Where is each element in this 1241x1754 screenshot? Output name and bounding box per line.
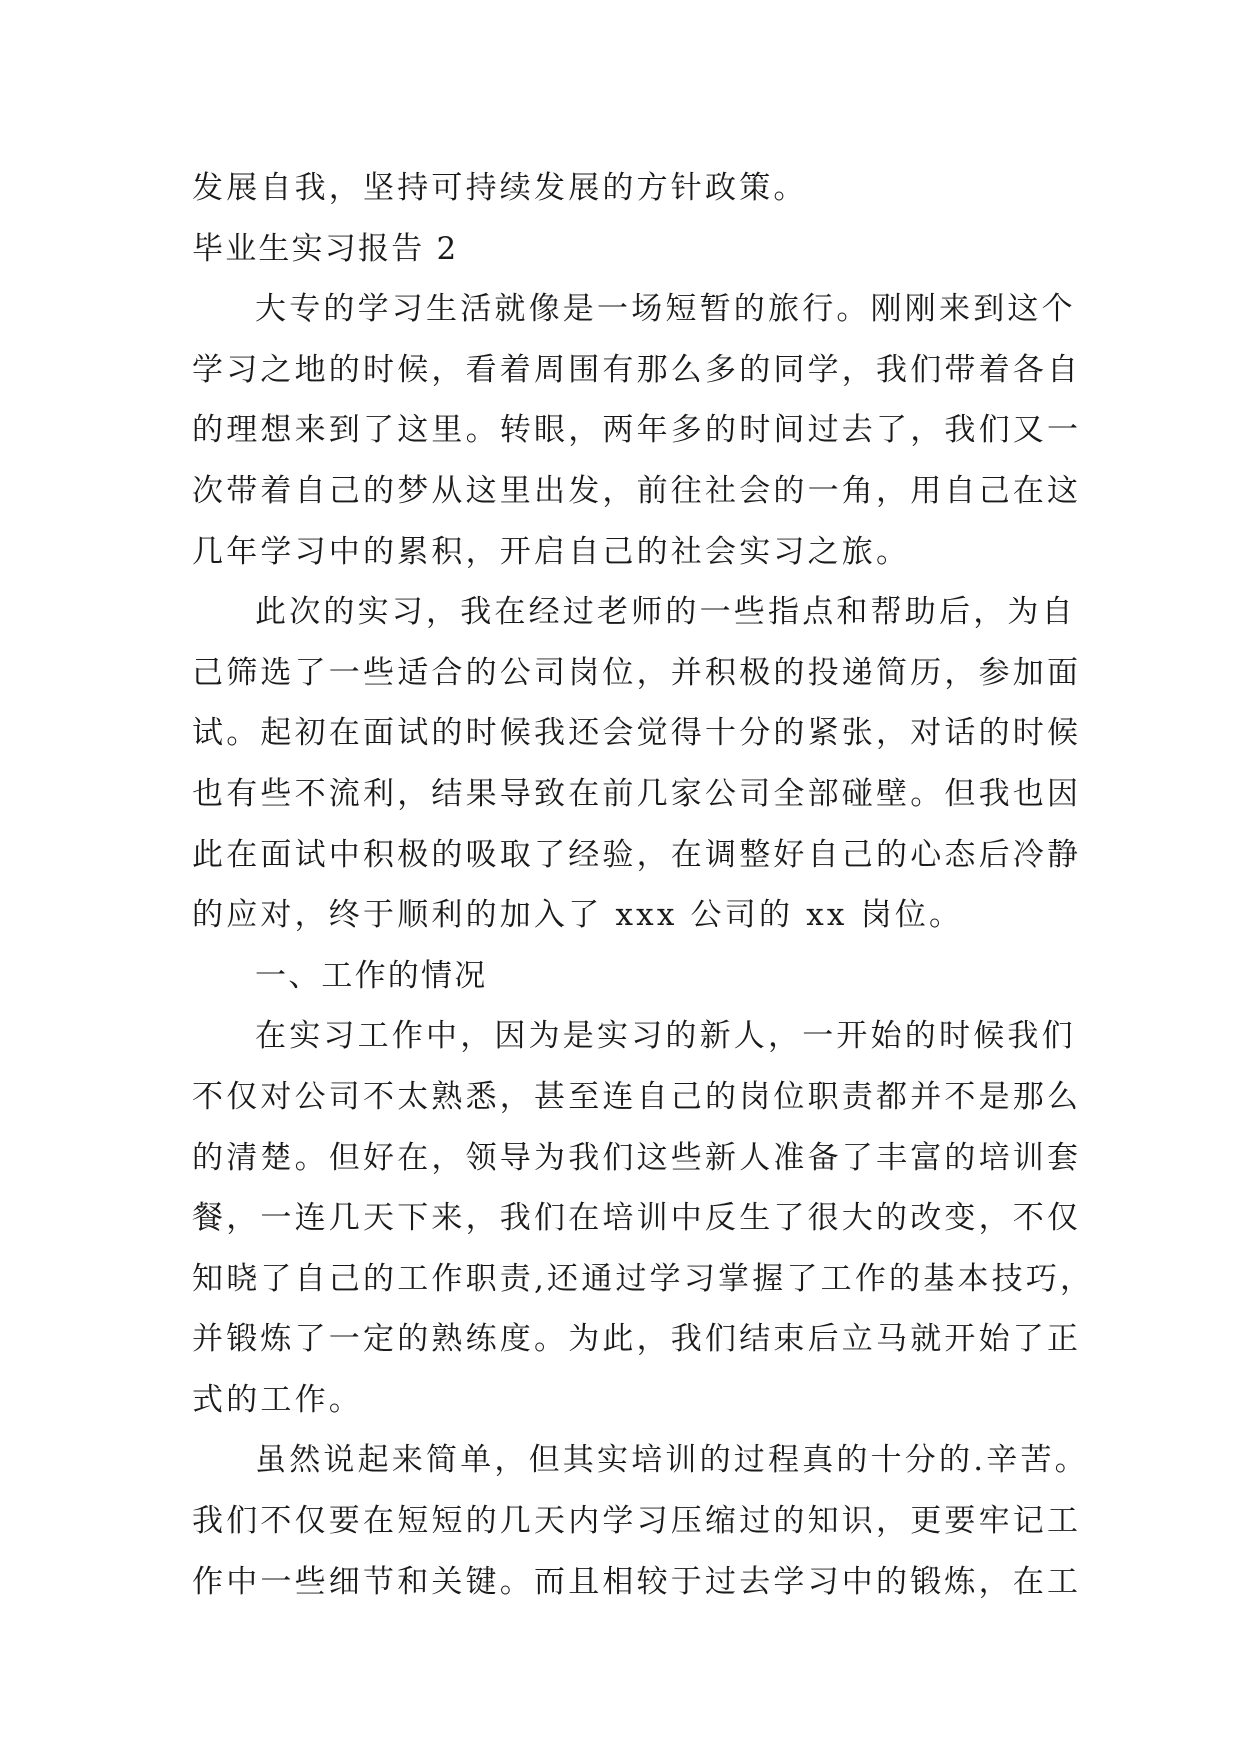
section-title: 毕业生实习报告 2 [192,230,459,267]
text-line: 的清楚。但好在，领导为我们这些新人准备了丰富的培训套 [192,1139,1082,1176]
text-line: 大专的学习生活就像是一场短暂的旅行。刚刚来到这个 [255,291,1076,328]
subsection-heading: 一、工作的情况 [255,957,488,994]
text-line: 餐，一连几天下来，我们在培训中反生了很大的改变，不仅 [192,1200,1082,1237]
text-line: 的理想来到了这里。转眼，两年多的时间过去了，我们又一 [192,412,1082,449]
text-line: 次带着自己的梦从这里出发，前往社会的一角，用自己在这 [192,472,1082,509]
text-line: 作中一些细节和关键。而且相较于过去学习中的锻炼，在工 [192,1563,1082,1600]
text-line: 的应对，终于顺利的加入了 xxx 公司的 xx 岗位。 [192,897,964,934]
text-line: 不仅对公司不太熟悉，甚至连自己的岗位职责都并不是那么 [192,1078,1082,1115]
text-line: 式的工作。 [192,1381,363,1418]
text-line: 在实习工作中，因为是实习的新人，一开始的时候我们 [255,1018,1076,1055]
text-line: 发展自我，坚持可持续发展的方针政策。 [192,170,808,206]
text-line: 知晓了自己的工作职责,还通过学习掌握了工作的基本技巧， [192,1260,1095,1297]
text-line: 并锻炼了一定的熟练度。为此，我们结束后立马就开始了正 [192,1321,1082,1358]
text-line: 几年学习中的累积，开启自己的社会实习之旅。 [192,533,911,570]
text-line: 学习之地的时候，看着周围有那么多的同学，我们带着各自 [192,351,1082,388]
text-line: 我们不仅要在短短的几天内学习压缩过的知识，更要牢记工 [192,1503,1082,1540]
document-body [192,158,1095,1612]
text-line: 此次的实习，我在经过老师的一些指点和帮助后，为自 [255,594,1076,631]
text-line: 试。起初在面试的时候我还会觉得十分的紧张，对话的时候 [192,715,1082,752]
text-line: 己筛选了一些适合的公司岗位，并积极的投递简历，参加面 [192,654,1082,691]
text-line: 也有些不流利，结果导致在前几家公司全部碰壁。但我也因 [192,775,1082,812]
text-line: 此在面试中积极的吸取了经验，在调整好自己的心态后冷静 [192,836,1082,873]
text-line: 虽然说起来简单，但其实培训的过程真的十分的.辛苦。 [255,1442,1089,1479]
